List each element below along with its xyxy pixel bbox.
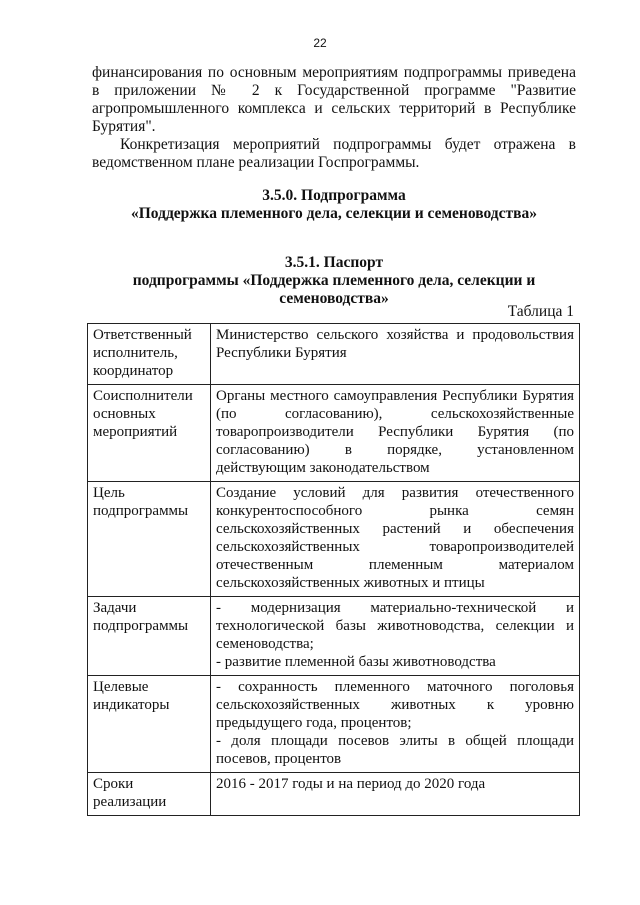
table-row [88,773,580,816]
row-value-line: товаропроизводители Республики Бурятия (по [216,424,574,440]
row-value [211,773,580,816]
section-heading-line-2: «Поддержка племенного дела, селекции и семеноводства» [131,205,537,222]
row-value-line: сельскохозяйственных растений и обеспечения [216,521,574,537]
row-value [211,597,580,676]
passport-heading-line-2: подпрограммы «Поддержка племенного дела, селекции и [132,272,536,289]
row-value-line: сельскохозяйственных товаропроизводителей [216,539,574,555]
row-label: Цель подпрограммы [88,482,211,597]
row-value-line: - развитие племенной базы животноводства [216,654,496,670]
row-value-line: отечественным племенным материалом [216,557,574,573]
row-value-line: Министерство сельского хозяйства и продовольствия [216,327,574,343]
page-number: 22 [313,36,327,50]
table-row [88,324,580,385]
row-value-line: семеноводства; [216,636,314,652]
intro-text [92,64,576,172]
section-heading [92,187,576,223]
row-value-line: - сохранность племенного маточного поголовья [216,679,574,695]
row-value-line: Создание условий для развития отечественного [216,485,574,501]
row-label: Сроки реализации [88,773,211,816]
passport-table [87,323,580,816]
passport-heading-line-3: семеноводства» [279,290,389,307]
intro-paragraph-1: финансирования по основным мероприятиям подпрограммы приведена в приложении № 2 к Государственной программе "Развитие агропромышленного комплекса и сельских территорий в Республике Бурятия". [92,64,576,135]
row-value-line: - доля площади посевов элиты в общей площади [216,733,574,749]
row-value [211,676,580,773]
row-value-line: согласованию) в порядке, установленном [216,442,574,458]
row-value [211,482,580,597]
row-value-line: Республики Бурятия [216,345,347,361]
row-label: Соисполнители основных мероприятий [88,385,211,482]
row-value-line: конкурентоспособного рынка семян [216,503,574,519]
table-caption: Таблица 1 [507,303,574,320]
passport-heading [92,254,576,308]
section-heading-line-1: 3.5.0. Подпрограмма [262,187,406,204]
row-value-line: 2016 - 2017 годы и на период до 2020 года [216,776,486,792]
row-value [211,324,580,385]
table-row [88,676,580,773]
intro-paragraph-2: Конкретизация мероприятий подпрограммы будет отражена в ведомственном плане реализации Госпрограммы. [92,136,576,171]
row-value-line: предыдущего года, процентов; [216,715,412,731]
row-value-line: действующим законодательством [216,460,430,476]
table-row [88,482,580,597]
passport-heading-line-1: 3.5.1. Паспорт [284,254,384,271]
row-value-line: (по согласованию), сельскохозяйственные [216,406,574,422]
table-row [88,385,580,482]
row-value-line: сельскохозяйственных животных и птицы [216,575,485,591]
row-label: Ответственный исполнитель, координатор [88,324,211,385]
row-label: Целевые индикаторы [88,676,211,773]
table-row [88,597,580,676]
row-value-line: Органы местного самоуправления Республики Бурятия [216,388,574,404]
row-value-line: технологической базы животноводства, селекции и [216,618,574,634]
row-value-line: сельскохозяйственных животных к уровню [216,697,574,713]
row-label: Задачи подпрограммы [88,597,211,676]
row-value [211,385,580,482]
row-value-line: посевов, процентов [216,751,342,767]
row-value-line: - модернизация материально-технической и [216,600,574,616]
